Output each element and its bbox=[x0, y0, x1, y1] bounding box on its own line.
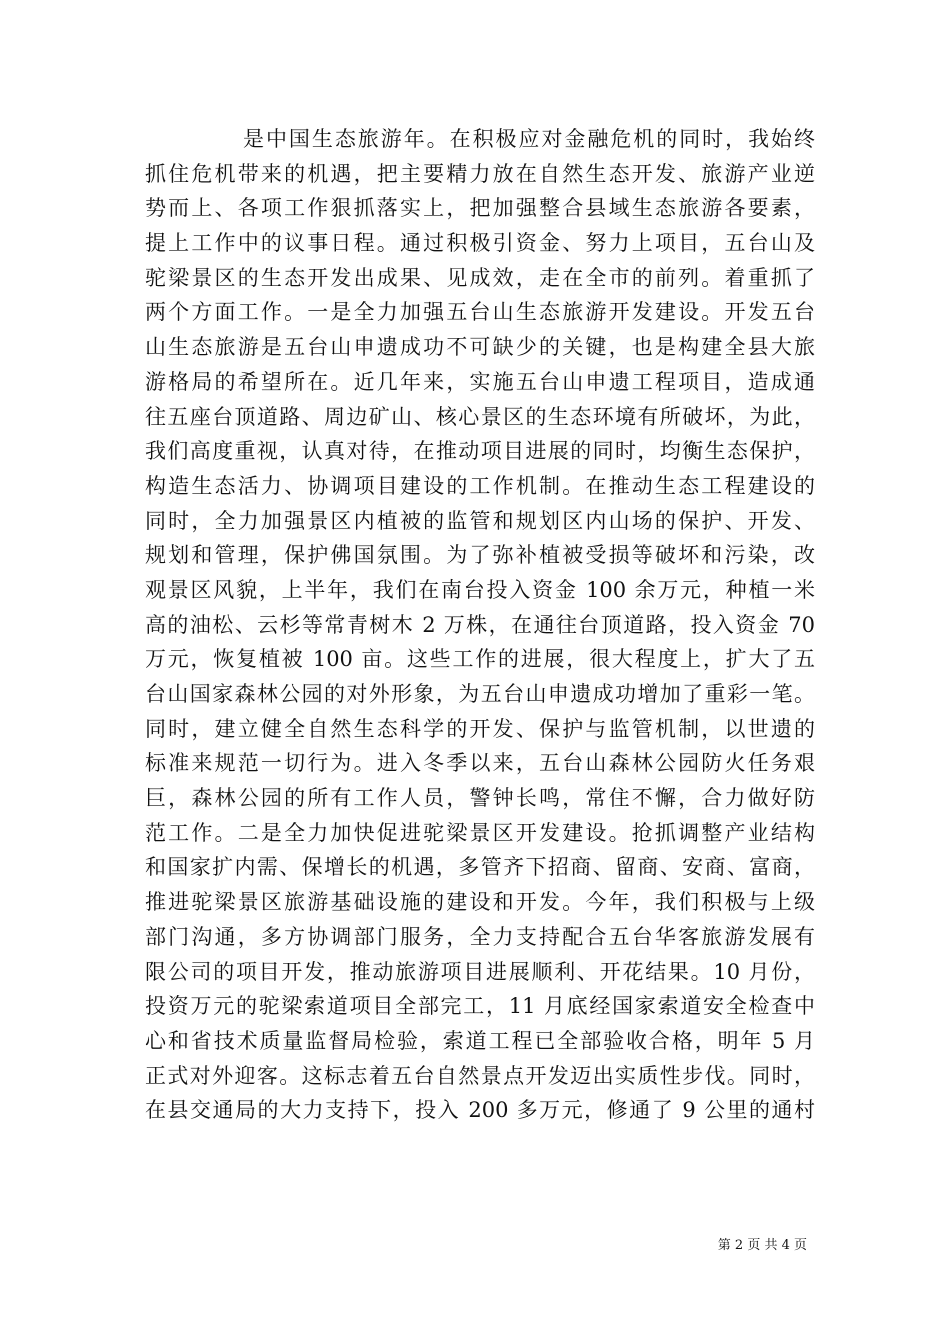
text-line: 台山国家森林公园的对外形象，为五台山申遗成功增加了重彩一笔。 bbox=[145, 682, 815, 706]
text-line: 两个方面工作。一是全力加强五台山生态旅游开发建设。开发五台 bbox=[145, 300, 815, 325]
text-line: 构造生态活力、协调项目建设的工作机制。在推动生态工程建设的 bbox=[145, 473, 815, 498]
text-line: 山生态旅游是五台山申遗成功不可缺少的关键，也是构建全县大旅 bbox=[145, 335, 815, 360]
text-line: 往五座台顶道路、周边矿山、核心景区的生态环境有所破坏，为此， bbox=[145, 404, 815, 429]
text-line: 同时，全力加强景区内植被的监管和规划区内山场的保护、开发、 bbox=[145, 508, 815, 533]
text-line: 正式对外迎客。这标志着五台自然景点开发迈出实质性步伐。同时， bbox=[145, 1063, 815, 1088]
text-line: 提上工作中的议事日程。通过积极引资金、努力上项目，五台山及 bbox=[145, 231, 815, 256]
text-line: 万元，恢复植被 100 亩。这些工作的进展，很大程度上，扩大了五 bbox=[145, 647, 815, 672]
text-line: 巨，森林公园的所有工作人员，警钟长鸣，常住不懈，合力做好防 bbox=[145, 786, 815, 811]
text-line: 同时，建立健全自然生态科学的开发、保护与监管机制，以世遗的 bbox=[145, 716, 815, 741]
text-line: 势而上、各项工作狠抓落实上，把加强整合县域生态旅游各要素， bbox=[145, 196, 815, 221]
text-line: 标准来规范一切行为。进入冬季以来，五台山森林公园防火任务艰 bbox=[145, 751, 815, 776]
text-line: 观景区风貌，上半年，我们在南台投入资金 100 余万元，种植一米 bbox=[145, 577, 815, 602]
text-line: 投资万元的驼梁索道项目全部完工，11 月底经国家索道安全检查中 bbox=[145, 994, 815, 1019]
text-line: 游格局的希望所在。近几年来，实施五台山申遗工程项目，造成通 bbox=[145, 369, 815, 394]
text-line: 驼梁景区的生态开发出成果、见成效，走在全市的前列。着重抓了 bbox=[145, 265, 815, 290]
text-line: 心和省技术质量监督局检验，索道工程已全部验收合格，明年 5 月 bbox=[145, 1028, 815, 1053]
text-line: 和国家扩内需、保增长的机遇，多管齐下招商、留商、安商、富商， bbox=[145, 855, 815, 880]
text-line: 限公司的项目开发，推动旅游项目进展顺利、开花结果。10 月份， bbox=[145, 959, 815, 984]
body-text bbox=[145, 122, 815, 1128]
text-line: 推进驼梁景区旅游基础设施的建设和开发。今年，我们积极与上级 bbox=[145, 890, 815, 915]
text-line: 是中国生态旅游年。在积极应对金融危机的同时，我始终 bbox=[243, 127, 815, 151]
text-line: 高的油松、云杉等常青树木 2 万株，在通往台顶道路，投入资金 70 bbox=[145, 612, 815, 637]
text-line: 我们高度重视，认真对待，在推动项目进展的同时，均衡生态保护， bbox=[145, 439, 815, 464]
text-line: 抓住危机带来的机遇，把主要精力放在自然生态开发、旅游产业逆 bbox=[145, 161, 815, 186]
text-line: 在县交通局的大力支持下，投入 200 多万元，修通了 9 公里的通村 bbox=[145, 1098, 815, 1123]
text-line: 规划和管理，保护佛国氛围。为了弥补植被受损等破坏和污染，改 bbox=[145, 543, 815, 568]
page-number-footer: 第 2 页 共 4 页 bbox=[717, 1238, 807, 1253]
text-line: 部门沟通，多方协调部门服务，全力支持配合五台华客旅游发展有 bbox=[145, 924, 815, 949]
text-line: 范工作。二是全力加快促进驼梁景区开发建设。抢抓调整产业结构 bbox=[145, 820, 815, 845]
